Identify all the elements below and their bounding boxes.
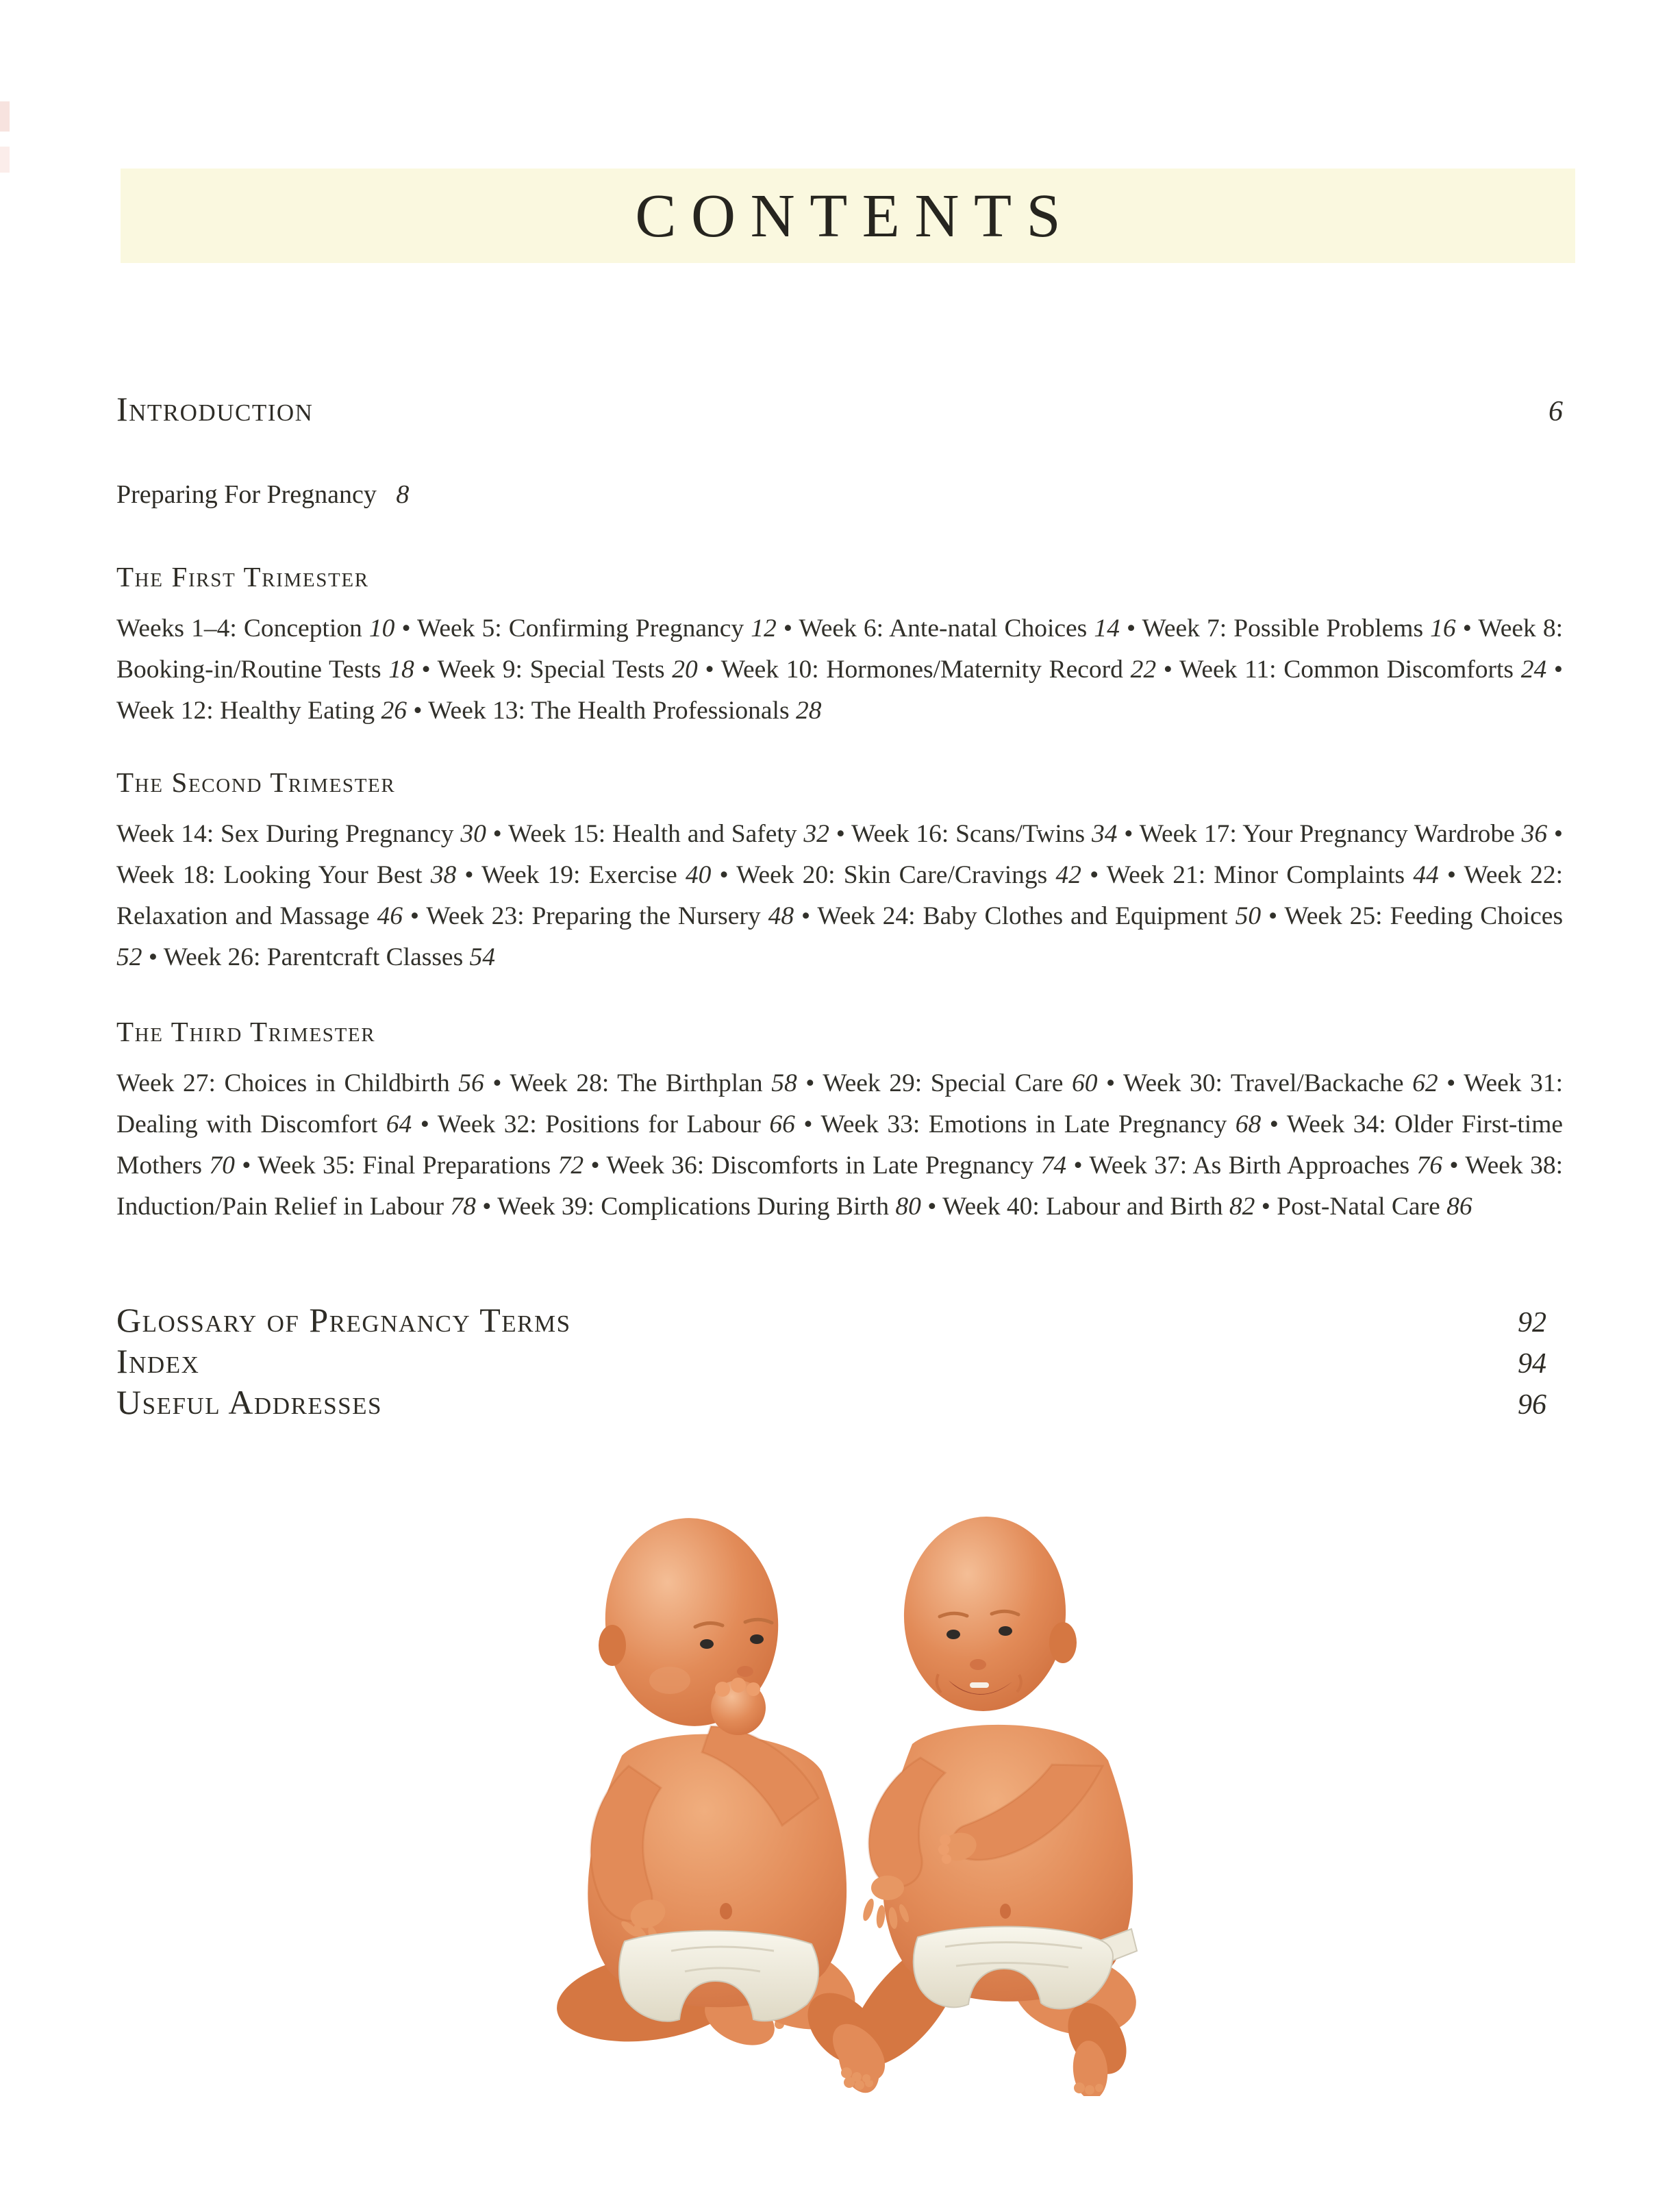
week-page-number: 44 xyxy=(1413,861,1439,889)
week-page-number: 56 xyxy=(458,1069,484,1097)
week-page-number: 66 xyxy=(769,1110,795,1138)
week-page-number: 70 xyxy=(209,1151,235,1180)
week-page-number: 40 xyxy=(685,861,712,889)
week-page-number: 46 xyxy=(377,902,403,930)
week-page-number: 58 xyxy=(771,1069,797,1097)
index-page-number: 94 xyxy=(1518,1348,1546,1380)
week-page-number: 30 xyxy=(460,820,486,848)
week-page-number: 28 xyxy=(795,697,822,725)
week-page-number: 36 xyxy=(1521,820,1548,848)
preparing-label: Preparing For Pregnancy xyxy=(116,480,377,509)
week-page-number: 32 xyxy=(803,820,829,848)
section-first-trimester xyxy=(116,560,1563,732)
week-page-number: 86 xyxy=(1446,1193,1472,1221)
week-page-number: 52 xyxy=(116,943,142,971)
week-page-number: 10 xyxy=(368,614,395,643)
week-page-number: 26 xyxy=(381,697,407,725)
week-page-number: 80 xyxy=(895,1193,921,1221)
section-third-trimester xyxy=(116,1015,1563,1228)
toc-entry-index xyxy=(116,1341,1546,1382)
week-page-number: 78 xyxy=(450,1193,476,1221)
week-page-number: 64 xyxy=(386,1110,412,1138)
section-week-list: Week 14: Sex During Pregnancy 30 • Week 15: Health and Safety 32 • Week 16: Scans/Twins 34 • Week 17: Your Pregnancy Wardrobe 36 • Week 18: Looking Your Best 38 • Week 19: Exercise 40 • Week 20: Skin Care/Cravings 42 • Week 21: Minor Complaints 44 • Week 22: Relaxation and Massage 46 • Week 23: Preparing the Nursery 48 • Week 24: Baby Clothes and Equipment 50 • Week 25: Feeding Choices 52 • Week 26: Parentcraft Classes 54 xyxy=(116,820,1564,971)
week-page-number: 20 xyxy=(672,656,698,684)
baby-left xyxy=(551,1511,894,2096)
section-title: The Third Trimester xyxy=(116,1016,376,1047)
scan-artifact-bottom xyxy=(0,147,10,173)
introduction-page-number: 6 xyxy=(1549,396,1563,427)
week-page-number: 50 xyxy=(1235,902,1262,930)
preparing-page-number: 8 xyxy=(396,480,410,509)
toc-entry-glossary xyxy=(116,1300,1546,1341)
week-page-number: 82 xyxy=(1229,1193,1255,1221)
section-week-list: Week 27: Choices in Childbirth 56 • Week 28: The Birthplan 58 • Week 29: Special Care 60 • Week 30: Travel/Backache 62 • Week 31: Dealing with Discomfort 64 • Week 32: Positions for Labour 66 • Week 33: Emotions in Late Pregnancy 68 • Week 34: Older First-time Mothers 70 • Week 35: Final Preparations 72 • Week 36: Discomforts in Late Pregnancy 74 • Week 37: As Birth Approaches 76 • Week 38: Induction/Pain Relief in Labour 78 • Week 39: Complications During Birth 80 • Week 40: Labour and Birth 82 • Post-Natal Care 86 xyxy=(116,1069,1564,1221)
useful-addresses-page-number: 96 xyxy=(1518,1389,1546,1421)
week-page-number: 60 xyxy=(1071,1069,1098,1097)
glossary-label: Glossary of Pregnancy Terms xyxy=(116,1301,571,1339)
baby-right xyxy=(823,1512,1144,2096)
index-label: Index xyxy=(116,1342,200,1380)
contents-banner xyxy=(121,169,1575,263)
week-page-number: 12 xyxy=(751,614,777,643)
week-page-number: 16 xyxy=(1430,614,1456,643)
week-page-number: 18 xyxy=(388,656,414,684)
week-page-number: 68 xyxy=(1235,1110,1262,1138)
toc-entry-introduction xyxy=(116,389,1563,429)
page-title: CONTENTS xyxy=(635,182,1076,250)
week-page-number: 42 xyxy=(1055,861,1081,889)
week-page-number: 38 xyxy=(430,861,457,889)
week-page-number: 54 xyxy=(469,943,496,971)
section-title: The First Trimester xyxy=(116,561,369,593)
week-page-number: 48 xyxy=(768,902,794,930)
introduction-label: Introduction xyxy=(116,390,314,428)
week-page-number: 74 xyxy=(1040,1151,1067,1180)
week-page-number: 62 xyxy=(1412,1069,1438,1097)
scan-artifact-top xyxy=(0,101,10,132)
section-title: The Second Trimester xyxy=(116,767,396,798)
week-page-number: 76 xyxy=(1416,1151,1442,1180)
toc-entry-useful-addresses xyxy=(116,1382,1546,1423)
section-second-trimester xyxy=(116,766,1563,978)
week-page-number: 22 xyxy=(1130,656,1157,684)
week-page-number: 24 xyxy=(1520,656,1547,684)
week-page-number: 72 xyxy=(557,1151,584,1180)
twin-babies-photo xyxy=(466,1471,1178,2096)
useful-addresses-label: Useful Addresses xyxy=(116,1383,382,1421)
week-page-number: 14 xyxy=(1094,614,1120,643)
glossary-page-number: 92 xyxy=(1518,1307,1546,1338)
toc-entry-preparing-for-pregnancy xyxy=(116,480,1563,510)
week-page-number: 34 xyxy=(1091,820,1118,848)
section-week-list: Weeks 1–4: Conception 10 • Week 5: Confirming Pregnancy 12 • Week 6: Ante-natal Choices 14 • Week 7: Possible Problems 16 • Week 8: Booking-in/Routine Tests 18 • Week 9: Special Tests 20 • Week 10: Hormones/Maternity Record 22 • Week 11: Common Discomforts 24 • Week 12: Healthy Eating 26 • Week 13: The Health Professionals 28 xyxy=(116,614,1564,725)
backmatter-list xyxy=(116,1300,1546,1423)
